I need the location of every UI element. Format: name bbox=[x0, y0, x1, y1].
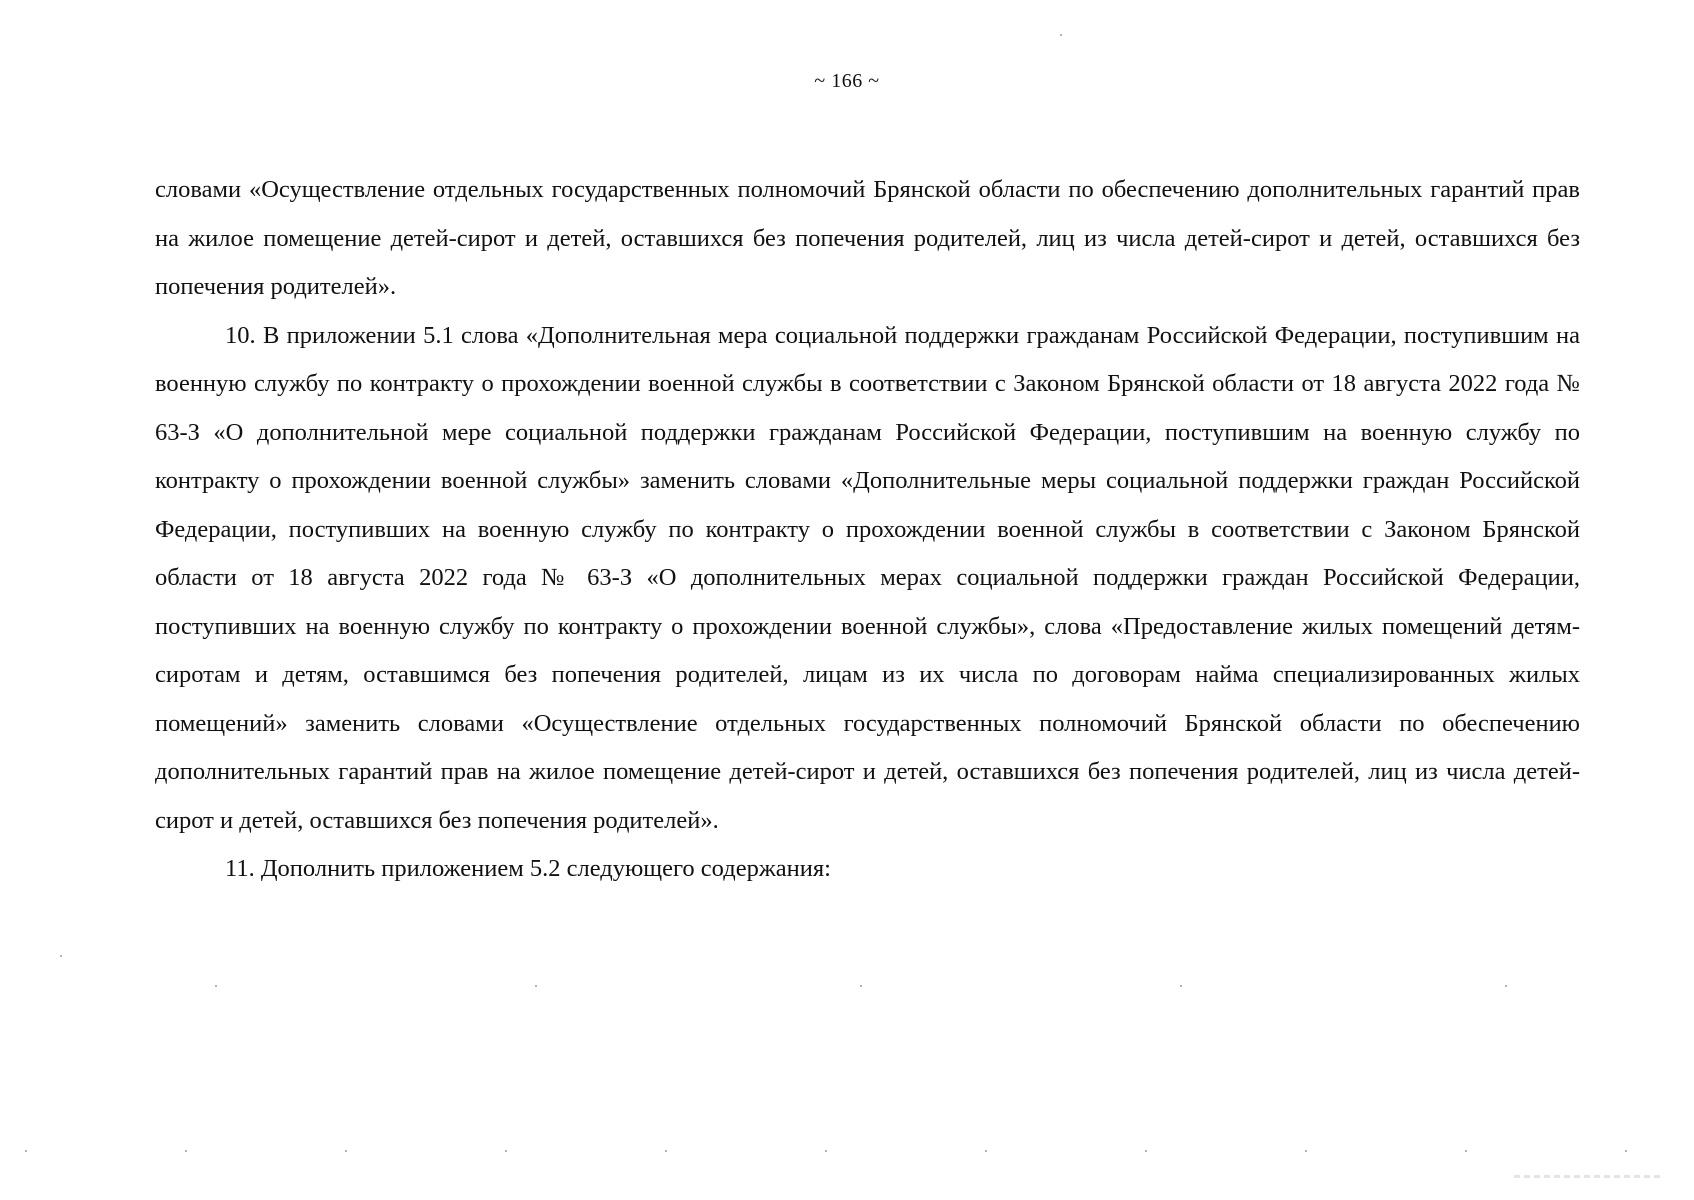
page-number: ~ 166 ~ bbox=[814, 70, 880, 92]
scan-speck bbox=[505, 1150, 507, 1152]
paragraph-continuation: словами «Осуществление отдельных государственных полномочий Брянской области по обеспечению дополнительных гарантий прав на жилое помещение детей-сирот и детей, оставшихся без попечения родителей, лиц из числа детей-сирот и детей, оставшихся без попечения родителей». bbox=[155, 176, 1580, 300]
scan-speck bbox=[825, 1150, 827, 1152]
scan-speck bbox=[1145, 1150, 1147, 1152]
scan-speck bbox=[1505, 985, 1507, 987]
scan-artifact bbox=[1514, 1175, 1664, 1178]
scan-speck bbox=[215, 985, 217, 987]
scan-speck bbox=[185, 1150, 187, 1152]
scan-speck bbox=[860, 985, 862, 987]
scan-speck bbox=[535, 985, 537, 987]
scan-speck bbox=[25, 1150, 27, 1152]
scan-speck bbox=[1465, 1150, 1467, 1152]
scan-speck bbox=[60, 955, 62, 957]
scan-speck bbox=[1180, 985, 1182, 987]
scan-speck bbox=[665, 1150, 667, 1152]
scan-speck bbox=[1305, 1150, 1307, 1152]
scan-speck bbox=[345, 1150, 347, 1152]
scan-speck bbox=[1060, 34, 1062, 36]
scan-speck bbox=[1625, 1150, 1627, 1152]
scan-speck bbox=[985, 1150, 987, 1152]
document-body bbox=[155, 166, 1580, 894]
paragraph-item-10: 10. В приложении 5.1 слова «Дополнительная мера социальной поддержки гражданам Российской Федерации, поступившим на военную службу по контракту о прохождении военной службы в соответствии с Законом Брянской области от 18 августа 2022 года № 63-З «О дополнительной мере социальной поддержки гражданам Российской Федерации, поступившим на военную службу по контракту о прохождении военной службы» заменить словами «Дополнительные меры социальной поддержки граждан Российской Федерации, поступивших на военную службу по контракту о прохождении военной службы в соответствии с Законом Брянской области от 18 августа 2022 года № 63-З «О дополнительных мерах социальной поддержки граждан Российской Федерации, поступивших на военную службу по контракту о прохождении военной службы», слова «Предоставление жилых помещений детям-сиротам и детям, оставшимся без попечения родителей, лицам из их числа по договорам найма специализированных жилых помещений» заменить словами «Осуществление отдельных государственных полномочий Брянской области по обеспечению дополнительных гарантий прав на жилое помещение детей-сирот и детей, оставшихся без попечения родителей, лиц из числа детей-сирот и детей, оставшихся без попечения родителей». bbox=[155, 321, 1580, 834]
paragraph-item-11: 11. Дополнить приложением 5.2 следующего содержания: bbox=[225, 855, 831, 882]
